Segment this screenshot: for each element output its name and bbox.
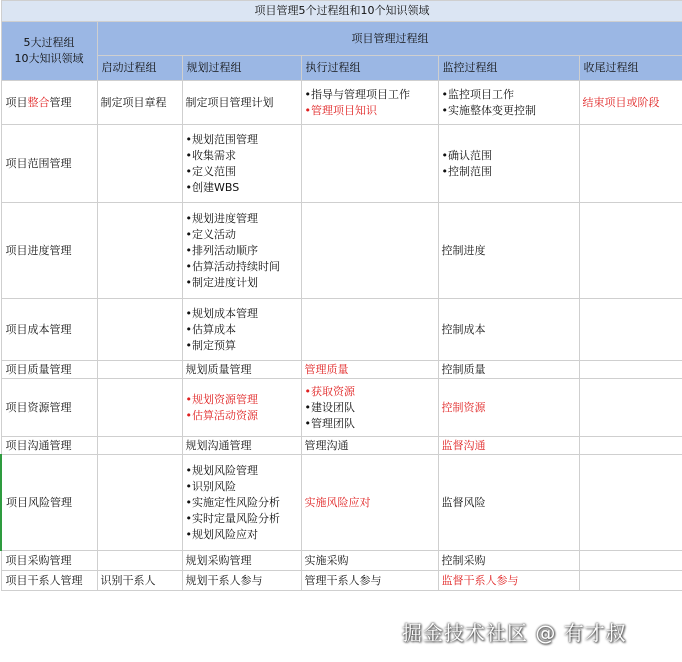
col-header-initiating: 启动过程组 [97,56,182,81]
col-header-planning: 规划过程组 [182,56,301,81]
list-item: •制定预算 [185,338,236,352]
cell-planning [182,455,301,551]
cell-planning: 规划干系人参与 [182,571,301,591]
cell-closing [579,125,682,203]
list-item: •规划资源管理 [185,392,258,406]
label-prefix: 项目 [5,95,28,109]
knowledge-area-cost: 项目成本管理 [1,299,97,361]
knowledge-area-resource: 项目资源管理 [1,379,97,437]
list-item: •规划进度管理 [185,211,258,225]
cell-executing [301,299,438,361]
table-row [1,125,682,203]
col-header-executing: 执行过程组 [301,56,438,81]
cell-planning: 制定项目管理计划 [182,81,301,125]
knowledge-area-quality: 项目质量管理 [1,361,97,379]
cell-closing [579,361,682,379]
table-row [1,455,682,551]
cell-initiating [97,551,182,571]
list-item: •实时定量风险分析 [185,511,280,525]
cell-monitoring [438,81,579,125]
cell-monitoring: 监督风险 [438,455,579,551]
list-item: •定义范围 [185,164,236,178]
table-row [1,81,682,125]
table-row [1,571,682,591]
watermark: 掘金技术社区 @ 有才叔 [402,621,627,645]
cell-planning [182,379,301,437]
list-item: •规划风险应对 [185,527,258,541]
cell-initiating [97,299,182,361]
list-item: •建设团队 [304,400,355,414]
list-item: •估算活动持续时间 [185,259,280,273]
list-item: •规划范围管理 [185,132,258,146]
table-title: 项目管理5个过程组和10个知识领域 [1,1,682,22]
list-item: •创建WBS [185,180,240,194]
list-item: •估算成本 [185,322,236,336]
cell-monitoring: 控制成本 [438,299,579,361]
cell-closing [579,455,682,551]
knowledge-area-stakeholder: 项目干系人管理 [1,571,97,591]
list-item: •规划风险管理 [185,463,258,477]
corner-label-areas: 10大知识领域 [14,52,84,65]
list-item: •确认范围 [441,148,492,162]
list-item: •管理团队 [304,416,355,430]
cell-planning [182,125,301,203]
knowledge-area-integration [1,81,97,125]
cell-monitoring: 控制进度 [438,203,579,299]
table-row [1,203,682,299]
cell-closing [579,379,682,437]
knowledge-area-schedule: 项目进度管理 [1,203,97,299]
table-row [1,551,682,571]
list-item: •估算活动资源 [185,408,258,422]
cell-monitoring: 监督沟通 [438,437,579,455]
cell-initiating [97,379,182,437]
cell-closing [579,551,682,571]
cell-initiating [97,455,182,551]
cell-executing: 管理干系人参与 [301,571,438,591]
cell-planning: 规划沟通管理 [182,437,301,455]
col-header-closing: 收尾过程组 [579,56,682,81]
cell-closing [579,203,682,299]
table-row [1,379,682,437]
list-item: •识别风险 [185,479,236,493]
cell-executing: 管理沟通 [301,437,438,455]
cell-executing: 实施采购 [301,551,438,571]
list-item: •收集需求 [185,148,236,162]
cell-initiating: 识别干系人 [97,571,182,591]
list-item: •实施整体变更控制 [441,103,536,117]
cell-monitoring: 控制资源 [438,379,579,437]
cell-planning [182,203,301,299]
label-highlight: 整合 [27,95,50,109]
cell-monitoring: 控制采购 [438,551,579,571]
cell-executing [301,203,438,299]
knowledge-area-procurement: 项目采购管理 [1,551,97,571]
cell-monitoring [438,125,579,203]
cell-initiating [97,203,182,299]
cell-monitoring: 控制质量 [438,361,579,379]
cell-executing: 管理质量 [301,361,438,379]
list-item: •管理项目知识 [304,103,377,117]
corner-label-groups: 5大过程组 [23,36,75,49]
cell-planning: 规划采购管理 [182,551,301,571]
cell-closing [579,571,682,591]
group-header: 项目管理过程组 [97,22,682,56]
cell-initiating [97,361,182,379]
list-item: •获取资源 [304,384,355,398]
cell-initiating [97,437,182,455]
cell-monitoring: 监督干系人参与 [438,571,579,591]
list-item: •排列活动顺序 [185,243,258,257]
col-header-monitoring: 监控过程组 [438,56,579,81]
list-item: •实施定性风险分析 [185,495,280,509]
list-item: •规划成本管理 [185,306,258,320]
list-item: •监控项目工作 [441,87,514,101]
cell-initiating: 制定项目章程 [97,81,182,125]
table-row [1,437,682,455]
cell-executing: 实施风险应对 [301,455,438,551]
cell-planning: 规划质量管理 [182,361,301,379]
knowledge-area-communication: 项目沟通管理 [1,437,97,455]
cell-executing [301,125,438,203]
list-item: •制定进度计划 [185,275,258,289]
knowledge-area-scope: 项目范围管理 [1,125,97,203]
cell-planning [182,299,301,361]
cell-closing [579,437,682,455]
list-item: •控制范围 [441,164,492,178]
list-item: •指导与管理项目工作 [304,87,410,101]
table-row [1,299,682,361]
cell-executing [301,379,438,437]
table-row [1,361,682,379]
corner-header [1,22,97,81]
list-item: •定义活动 [185,227,236,241]
cell-initiating [97,125,182,203]
label-suffix: 管理 [49,95,72,109]
cell-closing: 结束项目或阶段 [579,81,682,125]
cell-executing [301,81,438,125]
cell-closing [579,299,682,361]
knowledge-area-risk: 项目风险管理 [1,455,97,551]
